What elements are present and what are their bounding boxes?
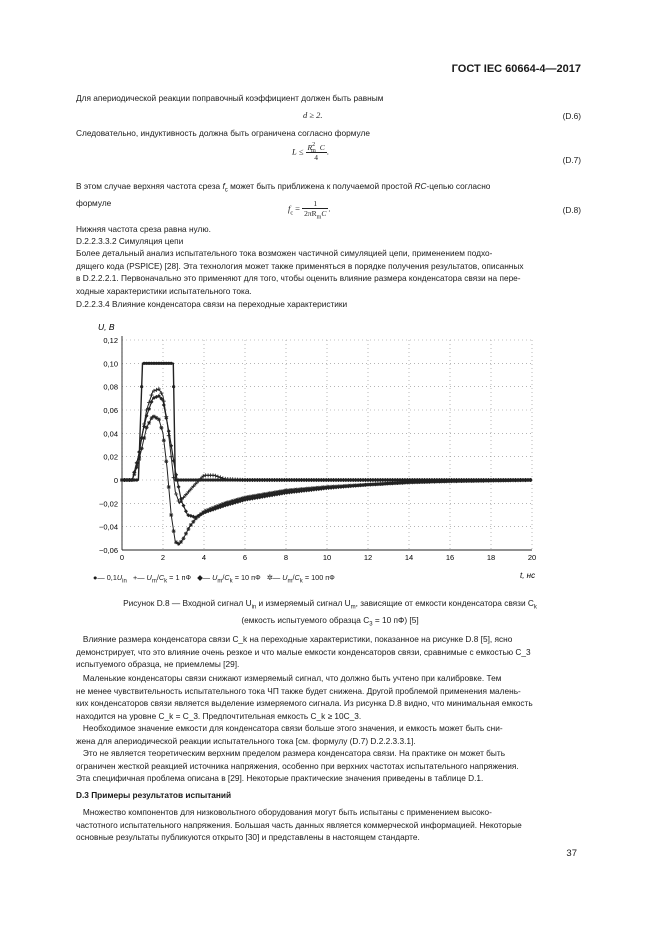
legend-s2-sub: m: [151, 578, 157, 585]
legend-s4-csub: k: [299, 578, 303, 585]
caption-l1-sub1: in: [251, 604, 257, 611]
eq-d8-tail: .: [328, 203, 331, 214]
eq-d7-num-c: C: [319, 143, 325, 152]
series-point: [167, 429, 171, 433]
eq-d7-num-sub: m: [311, 148, 316, 154]
series-point: [528, 478, 532, 482]
para3-rc: RC: [414, 181, 427, 191]
series-point: [184, 509, 188, 513]
series-point: [162, 403, 166, 407]
section-d22332: D.2.2.3.3.2 Симуляция цепи: [76, 236, 184, 246]
chart-grid: [122, 340, 532, 550]
eq-d8-numerator: 1: [302, 199, 328, 209]
series-point: [211, 473, 215, 477]
x-tick-label: 14: [404, 553, 414, 562]
equation-d7-fraction: [306, 143, 327, 162]
x-tick-label: 18: [486, 553, 496, 562]
series-point: [130, 478, 134, 482]
paragraph-small-capacitors: [76, 672, 582, 722]
figure-caption: [60, 597, 600, 630]
series-point: [140, 447, 144, 451]
x-tick-label: 8: [283, 553, 289, 562]
series-point: [147, 421, 151, 425]
x-tick-label: 0: [119, 553, 125, 562]
para10-line-1: Множество компонентов для низковольтного оборудования могут быть испытаны с применением высоко-: [82, 807, 492, 817]
caption-l1-sub3: k: [533, 604, 537, 611]
para3-a: В этом случае верхняя частота среза: [76, 181, 221, 191]
series-point: [177, 485, 181, 489]
eq-d8-eq: =: [295, 203, 300, 214]
y-tick-label: −0,06: [99, 546, 118, 555]
legend-s1-var: U: [116, 573, 123, 582]
series-1: [120, 362, 532, 482]
para3-d: формуле: [76, 198, 112, 209]
x-tick-label: 2: [160, 553, 166, 562]
y-tick-label: 0,02: [103, 452, 118, 462]
para3-fc: f: [222, 181, 225, 191]
equation-d8: [288, 199, 330, 221]
para7-line-3: ких конденсаторов связи является выделение измеряемого сигнала. Из рисунка D.8 видно, что минимальная емкость: [76, 698, 533, 708]
legend-s1: — 0,1: [97, 573, 117, 582]
equation-d7-lhs: L ≤: [292, 146, 304, 157]
series-point: [154, 388, 158, 392]
caption-l2-tail: = 10 пФ) [5]: [372, 614, 419, 625]
x-tick-label: 4: [201, 553, 207, 562]
caption-l2: (емкость испытуемого образца C: [241, 614, 370, 625]
legend-s3-sub: m: [217, 578, 223, 585]
chart-legend: [93, 573, 335, 584]
legend-s3-c: C: [224, 573, 230, 582]
caption-l2-sub: 3: [369, 621, 373, 628]
para5-line-3: в D.2.2.2.1. Первоначально это применяют для того, чтобы оценить влияние размера конденсатора связи на пере-: [76, 273, 521, 283]
series-point: [164, 459, 168, 463]
series-point: [159, 391, 163, 395]
document-header: ГОСТ IEC 60664-4—2017: [451, 63, 581, 75]
para7-line-4: находится на уровне C_k = C_3. Предпочтительная емкость C_k ≥ 10C_3.: [76, 710, 362, 721]
eq-d8-den-a: 2πR: [304, 209, 317, 218]
eq-d8-lhs: f: [288, 203, 291, 214]
caption-l1: Рисунок D.8 — Входной сигнал U: [123, 598, 252, 608]
para5-line-4: ходные характеристики испытательного тока.: [76, 285, 252, 296]
paragraph-simulation: [76, 247, 582, 297]
para9-line-2: ограничен жесткой реакцией источника напряжения, особенно при верхних частотах испытательного напряжения.: [76, 760, 519, 771]
equation-d6-expr: d ≥ 2.: [303, 110, 323, 120]
y-tick-label: 0: [113, 476, 118, 485]
legend-s4-c: C: [294, 573, 300, 582]
series-point: [157, 387, 161, 391]
paragraph-aperiodic: Для апериодической реакции поправочный коэффициент должен быть равным: [76, 93, 384, 103]
eq-d8-lhs-sub: c: [290, 210, 294, 217]
series-point: [142, 436, 146, 440]
series-point: [191, 520, 195, 524]
equation-d7-denominator: 4: [314, 153, 319, 162]
chart-series: [120, 362, 532, 546]
y-tick-label: −0,04: [99, 522, 118, 532]
paragraph-lower-cutoff: Нижняя частота среза равна нулю.: [76, 224, 211, 234]
legend-s1-sub: in: [122, 578, 127, 585]
series-point: [174, 492, 178, 496]
legend-circle-icon: ●: [93, 573, 98, 582]
para8-line-1: Необходимое значение емкости для конденсатора связи больше этого значения, и емкость может быть сни-: [82, 723, 503, 733]
series-point: [150, 393, 154, 397]
eq-d7-num-r: R: [307, 143, 313, 152]
paragraph-influence: [76, 633, 582, 671]
para8-line-2: жена для апериодической реакции испытательного тока [см. формулу (D.7) D.2.2.3.3.1].: [76, 735, 416, 746]
series-point: [162, 438, 166, 442]
eq-d8-denominator: [302, 209, 328, 221]
legend-s3-slash: /: [222, 573, 225, 582]
equation-d6: [303, 110, 323, 120]
y-tick-label: 0,10: [103, 359, 118, 369]
page-number: 37: [566, 848, 577, 859]
para6-line-3: испытуемого образца, не приемлемы [29].: [76, 659, 240, 669]
series-point: [186, 527, 190, 531]
series-point: [145, 426, 149, 430]
series-point: [184, 532, 188, 536]
para3-c: -цепью согласно: [426, 181, 491, 191]
para9-line-3: Эта специфичная проблема описана в [29]. Некоторые практические значения приведены в таблице D.1.: [76, 773, 484, 783]
equation-d7-number: (D.7): [562, 155, 581, 165]
legend-plus-icon: +: [132, 573, 138, 582]
legend-s3-val: = 10 пФ: [234, 573, 261, 582]
para6-line-1: Влияние размера конденсатора связи C_k на переходные характеристики, показанное на рисунке D.8 [5], ясно: [82, 634, 513, 644]
section-d3: D.3 Примеры результатов испытаний: [76, 790, 232, 800]
x-tick-label: 16: [445, 553, 455, 562]
equation-d7-numerator: [306, 143, 327, 153]
eq-d8-den-sub: m: [316, 214, 322, 221]
chart-y-label: U, В: [98, 322, 115, 332]
series-point: [189, 523, 193, 527]
paragraph-inductance: Следовательно, индуктивность должна быть ограничена согласно формуле: [76, 128, 370, 138]
legend-star-icon: ✲: [266, 573, 273, 582]
para10-line-2: частотного испытательного напряжения. Большая часть данных является коммерческой информацией. Некоторые: [76, 819, 522, 830]
para6-line-2: демонстрирует, что это влияние очень резкое и что малые емкости конденсаторов связи, сравнимые с емкостью C_3: [76, 646, 531, 657]
series-point: [172, 385, 175, 388]
paragraph-upper-limit: [76, 747, 582, 785]
legend-s2-val: = 1 пФ: [169, 573, 192, 582]
legend-s4-var: U: [282, 573, 288, 582]
x-tick-label: 6: [242, 553, 248, 562]
chart-x-label: t, нс: [520, 571, 536, 580]
x-tick-label: 10: [322, 553, 332, 562]
series-point: [172, 529, 176, 533]
legend-s2-var: U: [146, 573, 152, 582]
y-tick-label: −0,02: [99, 499, 118, 509]
legend-s4-sub: m: [287, 578, 293, 585]
series-point: [167, 485, 171, 489]
legend-s2-c: C: [158, 573, 165, 582]
series-point: [169, 513, 173, 517]
series-point: [213, 474, 217, 478]
para7-line-2: не менее чувствительность испытательного тока ЧП также будет снижена. Другой проблемой применения малень-: [76, 685, 521, 696]
para5-line-1: Более детальный анализ испытательного тока возможен частичной симуляцией цепи, применением подхо-: [76, 248, 493, 258]
series-point: [159, 426, 163, 430]
series-point: [135, 478, 138, 481]
series-point: [170, 362, 173, 365]
eq-d8-den-c: C: [321, 209, 327, 218]
series-point: [179, 540, 183, 544]
x-tick-label: 20: [527, 553, 537, 562]
series-point: [135, 465, 139, 469]
y-tick-label: 0,08: [103, 382, 118, 392]
y-tick-label: 0,04: [103, 429, 118, 439]
para3-fc-sub: c: [224, 187, 228, 194]
legend-s4: —: [272, 573, 283, 582]
caption-l1-mid: и измеряемый сигнал U: [256, 598, 351, 608]
legend-s2: —: [137, 573, 147, 582]
caption-l1-tail: , зависящие от емкости конденсатора связи C: [355, 598, 534, 608]
series-point: [182, 536, 186, 540]
equation-d6-number: (D.6): [562, 111, 581, 121]
legend-s3: —: [202, 573, 213, 582]
equation-d7: [292, 143, 329, 162]
series-point: [132, 472, 136, 476]
legend-s4-slash: /: [292, 573, 295, 582]
legend-diamond-icon: ◆: [197, 573, 203, 582]
x-tick-label: 12: [363, 553, 373, 562]
legend-s4-val: = 100 пФ: [304, 573, 335, 582]
para10-line-3: основные результаты публикуются открыто [30] и представлены в настоящем стандарте.: [76, 832, 420, 842]
series-point: [182, 504, 186, 508]
series-point: [177, 542, 181, 546]
para3-b: может быть приближена к получаемой простой: [230, 181, 413, 191]
legend-s2-slash: /: [156, 573, 159, 582]
equation-d8-number: (D.8): [562, 205, 581, 215]
y-tick-label: 0,06: [103, 406, 118, 415]
series-point: [216, 475, 220, 479]
section-d22334: D.2.2.3.4 Влияние конденсатора связи на переходные характеристики: [76, 299, 348, 309]
para9-line-1: Это не является теоретическим верхним пределом размера конденсатора связи. На практике он может быть: [82, 748, 506, 758]
paragraph-required-value: [76, 722, 582, 747]
para5-line-2: дящего кода (PSPICE) [28]. Эта технология может также применяться в порядке получения результатов, описанных: [76, 260, 524, 271]
paragraph-examples: [76, 806, 582, 844]
eq-d7-num-sup: 2: [312, 142, 316, 148]
para7-line-1: Маленькие конденсаторы связи снижают измеряемый сигнал, что должно быть учтено при калибровке. Тем: [82, 673, 502, 683]
caption-l1-sub2: m: [350, 604, 356, 611]
y-tick-label: 0,12: [103, 336, 118, 345]
equation-d7-tail: .: [326, 146, 329, 157]
legend-s3-csub: k: [229, 578, 233, 585]
equation-d8-fraction: [302, 199, 331, 221]
series-point: [157, 417, 161, 421]
legend-s2-csub: k: [164, 578, 168, 585]
legend-s3-var: U: [212, 573, 218, 582]
series-point: [137, 457, 141, 461]
series-point: [140, 385, 143, 388]
